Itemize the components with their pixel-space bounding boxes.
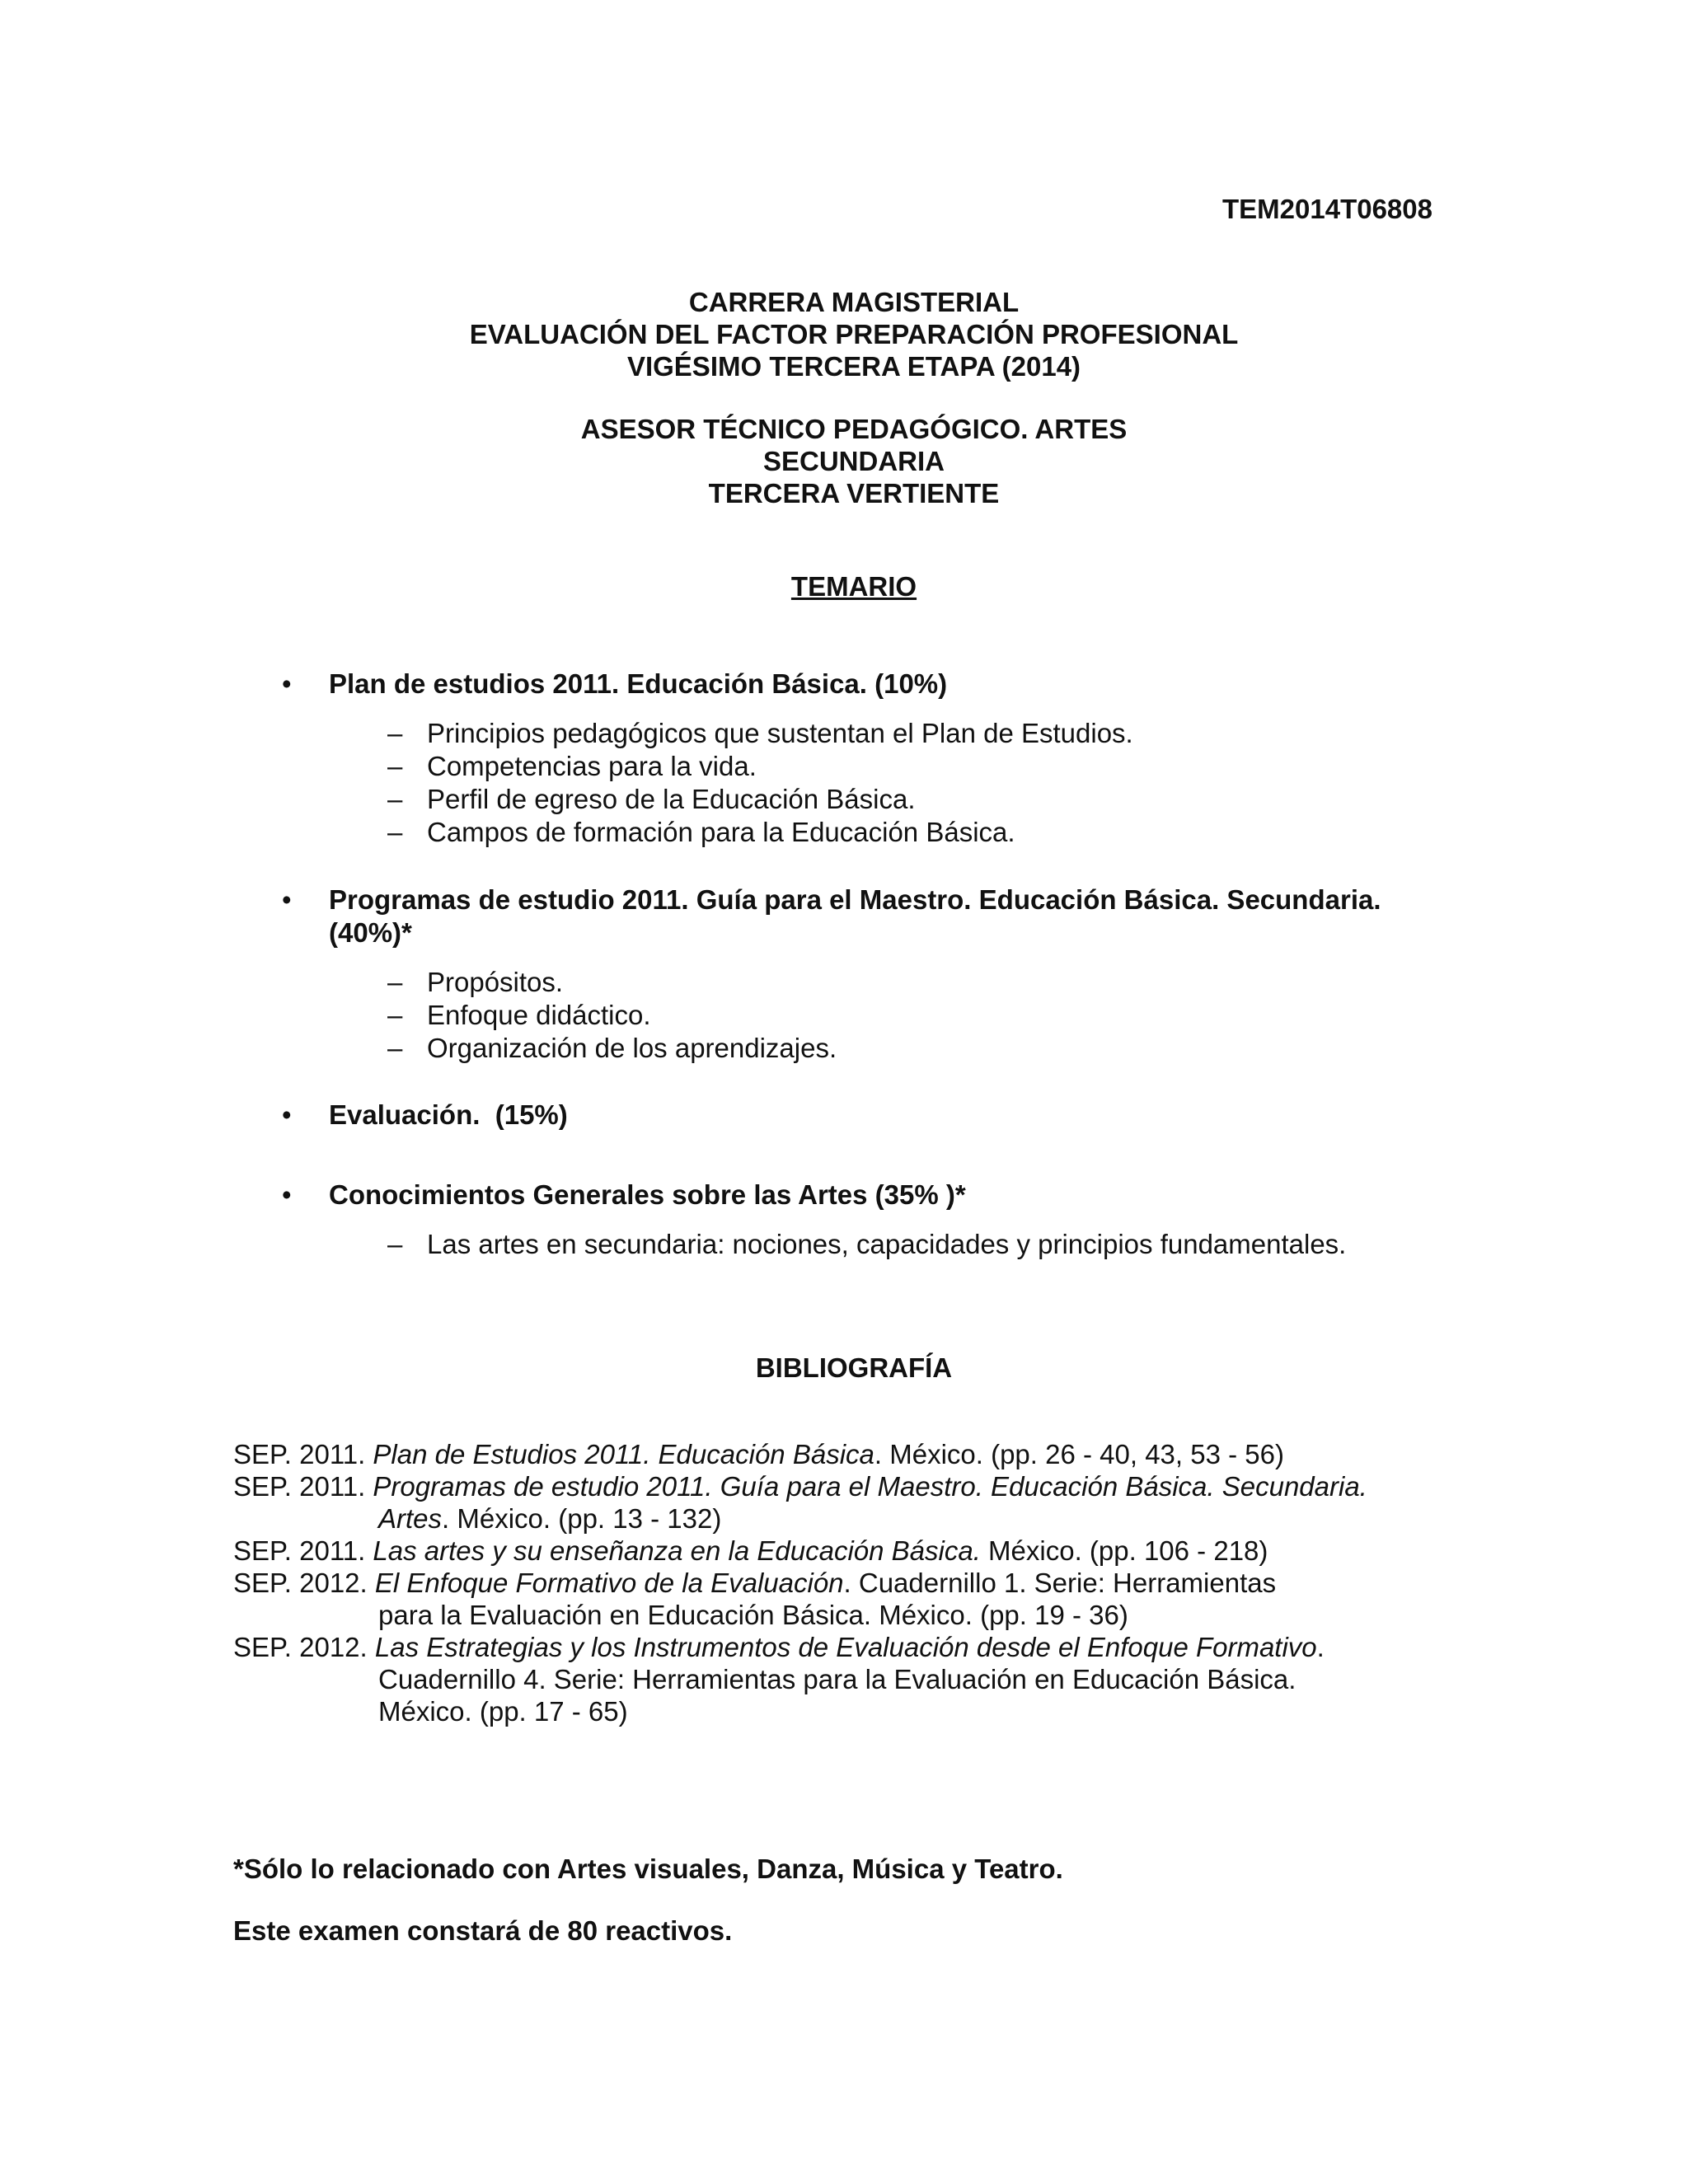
subtopic-text: Organización de los aprendizajes. (427, 1033, 837, 1063)
bibliography-line (233, 1567, 1470, 1599)
dash-icon: – (387, 718, 403, 748)
bibliography-entry (233, 1631, 1470, 1727)
header-line-2: EVALUACIÓN DEL FACTOR PREPARACIÓN PROFESIONAL (469, 319, 1239, 349)
topic-title: Evaluación. (15%) (329, 1099, 568, 1130)
bibliography-prefix: SEP. 2012. (233, 1568, 375, 1598)
topic-title: Plan de estudios 2011. Educación Básica. (10%) (329, 668, 948, 699)
dash-icon: – (387, 1000, 403, 1030)
subtopic-text: Propósitos. (427, 967, 564, 997)
bibliography-details: . México. (pp. 26 - 40, 43, 53 - 56) (874, 1439, 1284, 1469)
dash-icon: – (387, 817, 403, 847)
bibliography-prefix: SEP. 2012. (233, 1632, 375, 1662)
bibliography-details: . (1316, 1632, 1325, 1662)
subheader-line-1: ASESOR TÉCNICO PEDAGÓGICO. ARTES (580, 414, 1128, 444)
bibliography-prefix: SEP. 2011. (233, 1439, 373, 1469)
document-code: TEM2014T06808 (1222, 194, 1432, 224)
bibliography-prefix: SEP. 2011. (233, 1535, 373, 1566)
bibliography-line (233, 1631, 1470, 1663)
exam-note: Este examen constará de 80 reactivos. (233, 1915, 733, 1946)
bibliography-work-title: Programas de estudio 2011. Guía para el Maestro. Educación Básica. Secundaria. (373, 1471, 1367, 1502)
bibliography-line: Cuadernillo 4. Serie: Herramientas para la Evaluación en Educación Básica. (378, 1664, 1296, 1694)
bullet-icon: • (282, 884, 292, 915)
bibliography-line (233, 1502, 1470, 1535)
bullet-icon: • (282, 668, 292, 699)
subheader-line-3: TERCERA VERTIENTE (708, 478, 1000, 509)
bibliography-details: . Cuadernillo 1. Serie: Herramientas (843, 1568, 1277, 1598)
topic-title-line: Programas de estudio 2011. Guía para el Maestro. Educación Básica. Secundaria. (329, 884, 1381, 915)
dash-icon: – (387, 1033, 403, 1063)
document-subheader (10, 413, 1688, 509)
bibliography-line (233, 1470, 1470, 1502)
subtopic-text: Competencias para la vida. (427, 751, 757, 781)
subtopic-text: Campos de formación para la Educación Básica. (427, 817, 1015, 847)
bibliography-entry (233, 1438, 1470, 1470)
bibliography-list (233, 1438, 1470, 1727)
bibliography-title: BIBLIOGRAFÍA (755, 1352, 953, 1383)
footnote-artes: *Sólo lo relacionado con Artes visuales, Danza, Música y Teatro. (233, 1854, 1063, 1884)
temario-title: TEMARIO (790, 571, 917, 602)
subtopic-text: Enfoque didáctico. (427, 1000, 651, 1030)
bibliography-details: México. (pp. 106 - 218) (980, 1535, 1268, 1566)
bibliography-entry (233, 1567, 1470, 1631)
dash-icon: – (387, 967, 403, 997)
bibliography-line (233, 1535, 1470, 1567)
document-header (10, 286, 1688, 382)
bibliography-line (233, 1438, 1470, 1470)
bibliography-work-title: El Enfoque Formativo de la Evaluación (374, 1568, 844, 1598)
subtopic-text: Las artes en secundaria: nociones, capacidades y principios fundamentales. (427, 1229, 1347, 1259)
subtopic-text: Perfil de egreso de la Educación Básica. (427, 784, 916, 814)
bullet-icon: • (282, 1179, 292, 1210)
header-line-3: VIGÉSIMO TERCERA ETAPA (2014) (626, 351, 1081, 382)
subtopic-text: Principios pedagógicos que sustentan el Plan de Estudios. (427, 718, 1133, 748)
bibliography-work-title: Las Estrategias y los Instrumentos de Evaluación desde el Enfoque Formativo (374, 1632, 1317, 1662)
bibliography-line: México. (pp. 17 - 65) (378, 1696, 628, 1727)
header-line-1: CARRERA MAGISTERIAL (688, 287, 1020, 317)
bibliography-work-title: Plan de Estudios 2011. Educación Básica (373, 1439, 874, 1469)
bullet-icon: • (282, 1099, 292, 1130)
bibliography-details: . México. (pp. 13 - 132) (442, 1503, 722, 1534)
bibliography-entry (233, 1535, 1470, 1567)
topic-title-line: (40%)* (329, 917, 412, 948)
bibliography-prefix: SEP. 2011. (233, 1471, 373, 1502)
dash-icon: – (387, 751, 403, 781)
topic-title (329, 883, 1425, 949)
dash-icon: – (387, 784, 403, 814)
bibliography-entry (233, 1470, 1470, 1535)
subheader-line-2: SECUNDARIA (762, 446, 945, 476)
topic-title: Conocimientos Generales sobre las Artes (35% )* (329, 1179, 966, 1210)
bibliography-work-title: Artes (378, 1503, 443, 1534)
bibliography-line: para la Evaluación en Educación Básica. México. (pp. 19 - 36) (378, 1600, 1128, 1630)
bibliography-work-title: Las artes y su enseñanza en la Educación Básica. (373, 1535, 981, 1566)
dash-icon: – (387, 1229, 403, 1259)
